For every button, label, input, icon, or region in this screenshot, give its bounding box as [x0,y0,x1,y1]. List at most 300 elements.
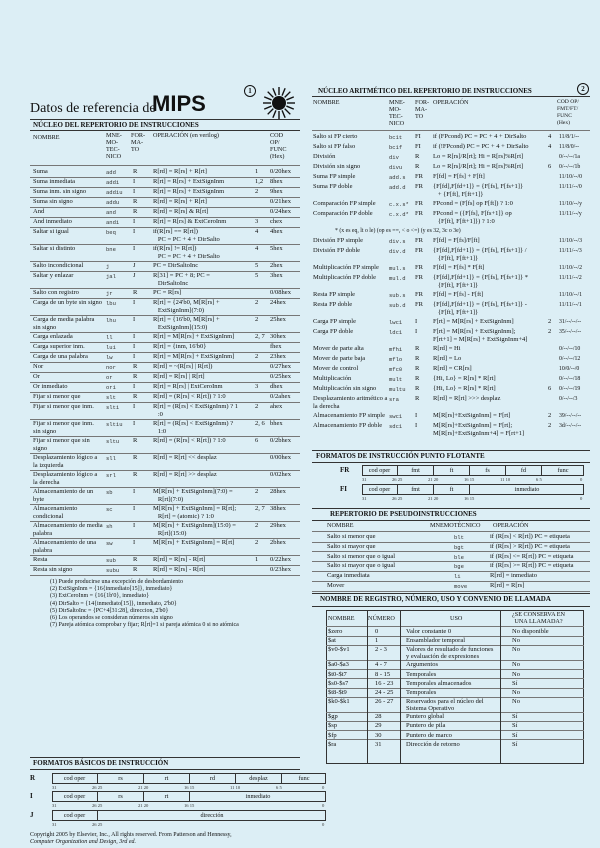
core-row-operation: M[R[rs] + ExtSignInm](15:0) = R[rt](15:0) [153,522,236,537]
pseudo-row-operation: if (R[rs] >= R[rt]) PC = etiqueta [490,562,574,570]
register-use: Ensamblador temporal [406,637,466,645]
core-row-operation: R[rt] = R[rs] + ExtSignInm [153,188,225,195]
core-row-mnemonic: addiu [106,189,123,196]
col-header-mnemonic: MNE- MO- TEC- NICO [389,99,405,127]
arith-row-mnemonic: sub.s [389,292,406,299]
core-row-format: R [133,363,138,370]
arith-row-name: División sin signo [313,163,361,170]
arith-row-operation: F[fd] = F[fs] - F[ft] [433,291,484,298]
format-j-field: dirección [200,812,224,819]
col-header-name: NOMBRE [328,615,355,622]
core-row-opcode: 0/2ahex [270,393,291,400]
core-row-mnemonic: sub [106,557,116,564]
core-row-mnemonic: jal [106,273,116,280]
core-row-mnemonic: add [106,169,116,176]
arith-row-mnemonic: mfhi [389,346,403,353]
core-row-opcode: 8hex [270,178,283,185]
core-row-name: Carga enlazada [33,333,73,340]
arith-row-opcode: 0/--/--/1a [559,154,580,160]
format-fi-bit-index: 21 20 [428,496,439,501]
format-r-bit-index: 11 10 [230,785,241,790]
format-fi-field: ft [434,484,470,495]
core-row-operation: R[rd] = R[rt] >> desplaz [153,471,217,478]
core-row-operation: if(R[rs] != R[rt]) PC = PC + 4 + DirSalto [153,245,220,260]
core-row-mnemonic: sltu [106,438,120,445]
col-header-use: USO [450,615,463,622]
register-preserved: No [512,670,520,678]
arith-row-format: R [415,365,420,372]
core-row-operation: if(R[rs] == R[rt]) PC = PC + 4 + DirSalto [153,228,220,243]
core-row-operation: R[rt] = (R[rs] < ExtSignInm) ? 1 :0 [153,403,238,418]
core-row-mnemonic: sltiu [106,421,123,428]
rule-line [30,575,300,576]
arith-row-note: 4 [548,133,552,140]
format-fr-field: ft [434,465,470,476]
core-row-name: Saltar si igual [33,228,69,235]
core-row-opcode: dhex [270,383,283,390]
arith-row-mnemonic: mul.d [389,275,406,282]
format-fi-field: fmt [398,484,434,495]
arith-row-opcode: 11/10/--/2 [559,265,582,271]
arith-row-name: Multiplicación [313,375,352,382]
core-row-mnemonic: sb [106,489,113,496]
arith-row-mnemonic: div.d [389,248,406,255]
core-row-opcode: 2bhex [270,539,286,546]
register-preserved: No [512,698,520,706]
core-row-note: 1 [255,556,259,563]
arith-row-opcode: 11/11/--/y [559,211,582,217]
arith-row-opcode: 11/10/--/0 [559,174,582,180]
fp-formats-title: FORMATOS DE INSTRUCCIÓN PUNTO FLOTANTE [316,452,485,460]
format-fi-field: cod oper [362,484,398,495]
register-use: Valores de resultado de funciones y evaluación de expresiones [406,646,494,661]
pseudo-row-name: Salto si menor que o igual [327,552,396,560]
core-row-format: I [133,188,136,195]
core-row-name: Suma inm. sin signo [33,188,87,195]
footnote: (5) DirSaltoInc = {PC+4[31:28], direccion, 2'b0} [50,607,169,614]
core-row-mnemonic: and [106,209,116,216]
core-row-note: 2, 7 [255,333,265,340]
format-r-bit-index: 31 [52,785,57,790]
arith-row-opcode: 11/8/0/-- [559,144,580,150]
arith-row-format: FR [415,237,423,244]
col-header-format: FOR- MA- TO [415,99,430,120]
format-i-field: cod oper [52,791,98,802]
register-number: 26 - 27 [375,698,394,706]
rule-line [312,520,590,521]
format-r-field: rt [144,773,190,784]
core-row-mnemonic: sc [106,506,113,513]
arith-row-format: R [415,345,420,352]
core-row-mnemonic: jr [106,290,113,297]
core-row-mnemonic: j [106,263,110,270]
core-row-operation: R[rt] = {16'b0, M[R[rs] + ExtSignInm](15:0) [153,316,220,331]
register-name: $ra [328,740,337,748]
format-r-field: rs [98,773,144,784]
rule-line [500,610,501,764]
register-number: 0 [375,628,379,635]
core-row-mnemonic: andi [106,219,120,226]
core-row-name: Or inmediato [33,383,68,390]
col-header-mnemonic: MNE- MO- TEC- NICO [106,132,122,160]
arith-row-mnemonic: sra [389,396,399,403]
core-row-name: Desplazamiento lógico a la derecha [33,471,98,486]
format-fi-bit-index: 26 25 [392,496,403,501]
rule-line [30,130,300,131]
arith-row-mnemonic: ldc1 [389,329,403,336]
register-use: Puntero de pila [406,722,446,730]
core-row-operation: R[rt] = M[R[rs] + ExtSignInm] [153,333,235,340]
rule-line [312,450,590,451]
core-row-format: R [133,168,138,175]
format-j-bit-index: 31 [52,822,57,827]
format-r-bit-index: 21 20 [138,785,149,790]
core-row-mnemonic: lw [106,354,113,361]
col-header-operation: OPERACIÓN [433,99,469,106]
register-number: 1 [375,637,379,645]
basic-formats-title: FORMATOS BÁSICOS DE INSTRUCCIÓN [33,759,169,767]
footnote: (3) ExtCeroInm = {16{1b'0}, inmediato} [50,593,150,600]
format-r-bit-index: 0 [322,785,325,790]
core-row-name: Salto con registro [33,289,79,296]
core-row-name: Fijar si menor que [33,393,81,400]
pseudo-row-mnemonic: bge [454,563,464,571]
rule-line [312,606,590,607]
core-row-name: Fijar si menor que sin signo [33,437,90,452]
core-row-format: I [133,218,136,225]
core-row-name: And inmediato [33,218,72,225]
format-j-bit-index: 26 25 [92,822,103,827]
core-row-opcode: 9hex [270,188,283,195]
core-row-format: R [133,289,138,296]
core-row-mnemonic: bne [106,246,116,253]
pseudo-row-mnemonic: move [454,583,468,590]
core-row-operation: R[31] = PC + 8; PC = DirSaltoInc [153,272,210,287]
core-row-name: Resta sin signo [33,566,73,573]
arith-row-format: R [415,153,420,160]
core-row-opcode: 0/27hex [270,363,291,370]
core-row-opcode: 3hex [270,272,283,279]
core-row-format: R [133,373,138,380]
core-row-format: I [133,420,136,427]
core-row-operation: PC = DirSaltoInc [153,262,199,269]
core-row-opcode: 0/08hex [270,289,291,296]
core-row-name: Suma sin signo [33,198,73,205]
core-row-format: R [133,437,138,444]
arith-row-note: 6 [548,163,552,170]
core-row-operation: R[rt] = {inm, 16'b0} [153,343,207,350]
format-fr-field: fmt [398,465,434,476]
core-row-opcode: chex [270,218,283,225]
rule-line [30,769,300,770]
arith-row-operation: R[rd] = Hi [433,345,461,352]
register-use: Reservados para el núcleo del Sistema Operativo [406,698,484,713]
arith-row-format: FR [415,200,423,207]
core-row-mnemonic: addi [106,179,120,186]
core-row-mnemonic: lui [106,344,116,351]
register-number: 16 - 23 [375,679,394,687]
pseudo-row-operation: R[rd] = R[rs] [490,582,525,589]
arith-row-operation: F[rt] = M[R[rs] + ExtSignInm] [433,318,514,325]
core-row-note: 2 [255,539,259,546]
core-row-name: Almacenamiento de un byte [33,488,94,503]
arith-row-name: Almacenamiento FP doble [313,422,383,429]
rule-line [326,730,584,731]
core-row-operation: M[R[rs] + ExtSignInm](7:0) = R[rt](7:0) [153,488,233,503]
arith-row-operation: F[fd] = F[fs]/F[ft] [433,237,480,244]
arith-row-operation: R[rd] = Lo [433,355,462,362]
mips-logo-icon [262,86,296,120]
core-row-operation: R[rt] = R[rs] | ExtCeroInm [153,383,223,390]
arith-row-format: FI [415,133,421,140]
register-name: $gp [328,713,338,721]
core-row-mnemonic: lhu [106,317,116,324]
core-row-opcode: 0/2bhex [270,437,291,444]
arith-row-format: I [415,318,418,325]
core-row-note: 1,2 [255,178,264,185]
core-row-note: 2 [255,316,259,323]
core-row-format: R [133,208,138,215]
arith-row-name: Multiplicación sin signo [313,385,377,392]
register-number: 28 [375,713,382,721]
arith-row-mnemonic: add.s [389,174,406,181]
page-title: Datos de referencia de [30,101,156,116]
col-header-name: NOMBRE [313,99,340,106]
rule-line [30,119,300,120]
arith-row-opcode: 11/10/--/y [559,201,582,207]
arith-row-opcode: 35/--/--/-- [559,329,582,335]
register-preserved: Sí [512,713,518,721]
core-row-format: R [133,393,138,400]
arith-row-mnemonic: multu [389,386,406,393]
core-row-note: 2 [255,522,259,529]
col-header-format: FOR- MA- TO [131,132,146,153]
rule-line [30,165,300,166]
core-row-name: Carga de un byte sin signo [33,299,103,306]
col-header-preserved: ¿SE CONSERVA EN UNA LLAMADA? [512,611,566,625]
core-section-title: NÚCLEO DEL REPERTORIO DE INSTRUCCIONES [33,121,199,129]
core-row-format: R [133,556,138,563]
register-number: 31 [375,740,382,748]
register-name: $t0-$t7 [328,670,347,678]
pseudo-row-operation: if (R[rs] <= R[rt]) PC = etiqueta [490,552,574,560]
core-row-operation: R[rt] = R[rs] & ExtCeroInm [153,218,227,225]
rule-line [326,660,584,661]
format-fi-bit-index: 16 15 [464,496,475,501]
col-header-number: NÚMERO [368,615,395,622]
arith-row-name: Comparación FP simple [313,200,376,207]
arith-row-opcode: 11/10/--/3 [559,238,582,244]
arith-row-operation: Lo = R[rs]/R[rt]; Hi = R[rs]%R[rt] [433,153,524,160]
core-row-note: 3 [255,218,259,225]
register-preserved: No [512,646,520,654]
core-row-name: And [33,208,45,215]
arith-row-format: FR [415,210,423,217]
footnote: (4) DirSalto = {14{inmediato[15]}, inmediato, 2'b0} [50,600,177,607]
register-name: $fp [328,731,337,739]
col-header-name: NOMBRE [327,522,354,529]
core-row-note: 2 [255,188,259,195]
rule-line [312,130,590,131]
core-row-format: I [133,403,136,410]
core-row-name: Salto incondicional [33,262,84,269]
rule-line [312,531,590,532]
core-row-operation: R[rd] = (R[rs] < R[rt]) ? 1:0 [153,393,226,400]
rule-line [312,581,590,582]
arith-row-operation: if (!FPcond) PC = PC + 4 + DirSalto [433,143,529,150]
core-row-opcode: 29hex [270,522,286,529]
register-number: 30 [375,731,382,739]
core-row-opcode: 4hex [270,228,283,235]
core-row-note: 2 [255,353,259,360]
register-use: Temporales [406,689,437,696]
core-row-opcode: 30hex [270,333,286,340]
core-row-operation: R[rt] = R[rs] + ExtSignInm [153,178,225,185]
arith-row-opcode: 11/11/--/3 [559,248,582,254]
col-header-name: NOMBRE [33,134,60,141]
register-preserved: Sí [512,740,518,748]
rule-line [326,626,584,627]
format-r-bit-index: 16 15 [184,785,195,790]
core-row-operation: M[R[rs] + ExtSignInm] = R[rt] [153,539,235,546]
arith-row-name: División [313,153,336,160]
pseudo-row-operation: if (R[rs] > R[rt]) PC = etiqueta [490,542,570,550]
format-r-field: func [298,775,310,782]
core-row-format: I [133,299,136,306]
arith-row-operation: {F[fd],F[fd+1]} = {F[fs], F[fs+1]} / {F[ft], F[ft+1]} [433,247,527,262]
register-preserved: No disponible [512,628,549,635]
arith-row-name: Mover de parte alta [313,345,364,352]
arith-row-format: R [415,355,420,362]
core-row-note: 2 [255,403,259,410]
arith-row-format: FR [415,291,423,298]
pseudo-section-title: REPERTORIO DE PSEUDOINSTRUCCIONES [330,510,477,518]
pseudo-row-mnemonic: li [454,573,461,581]
core-row-opcode: 0/21hex [270,198,291,205]
core-row-operation: PC = R[rs] [153,289,182,296]
footnote: (7) Pareja atómica comprobar y fijar; R[rt]=1 si pareja atómica 0 si no atómica [50,622,239,629]
core-row-mnemonic: lbu [106,300,116,307]
format-fr-label: FR [340,466,350,474]
core-row-mnemonic: slt [106,394,116,401]
core-row-operation: R[rt] = {24'b0, M[R[rs] + ExtSignInm](7:0) [153,299,220,314]
arith-row-format: R [415,163,420,170]
arith-row-name: Salto si FP falso [313,143,356,150]
pseudo-row-name: Salto si menor que [327,533,376,540]
core-row-opcode: 2hex [270,262,283,269]
arith-row-note: 6 [548,385,552,392]
core-row-note: 2, 6 [255,420,265,427]
format-fi-field: inmediato [514,486,540,493]
arith-row-name: Almacenamiento FP simple [313,412,385,419]
arith-row-note: 2 [548,318,552,325]
core-row-operation: R[rt] = M[R[rs] + ExtSignInm] [153,353,235,360]
pseudo-row-mnemonic: blt [454,534,464,541]
arith-row-operation: M[R[rs]+ExtSignInm] = F[rt]; M[R[rs]+ExtSignInm+4] = F[rt+1] [433,422,525,437]
page-number-badge: 1 [244,85,256,97]
format-i-bit-index: 16 15 [184,803,195,808]
arith-row-opcode: 0/--/--/19 [559,386,581,392]
core-row-mnemonic: beq [106,229,116,236]
core-row-note: 5 [255,262,259,269]
core-row-opcode: 0/20hex [270,168,291,175]
arith-row-operation: {F[fd],F[fd+1]} = {F[fs], F[fs+1]} * {F[ft], F[ft+1]} [433,274,528,289]
arith-row-mnemonic: div [389,154,399,161]
register-preserved: Sí [512,731,518,739]
register-number: 4 - 7 [375,661,387,669]
core-row-format: I [133,228,136,235]
pseudo-row-name: Carga inmediata [327,572,370,580]
register-preserved: Sí [512,679,518,687]
arith-row-note: 2 [548,412,552,419]
arith-row-format: I [415,412,418,419]
core-row-opcode: 0/02hex [270,471,291,478]
arith-row-name: Multiplicación FP simple [313,264,379,271]
core-row-operation: R[rd] = R[rs] + R[rt] [153,168,207,175]
core-row-note: 1 [255,168,259,175]
format-j-field: cod oper [52,810,98,821]
core-row-mnemonic: slti [106,404,120,411]
arith-row-operation: R[rd] = R[rt] >>> desplaz [433,395,501,402]
rule-line [367,610,368,764]
col-header-opcode: COD OP/ FUNC (Hex) [270,132,287,160]
pseudo-row-name: Salto si mayor que [327,542,376,550]
core-row-name: Saltar si distinto [33,245,76,252]
arith-row-mnemonic: mult [389,376,403,383]
core-row-note: 6 [255,437,259,444]
register-name: $t8-$t9 [328,689,347,696]
register-name: $s0-$s7 [328,679,349,687]
arith-row-mnemonic: swc1 [389,413,403,420]
format-i-bit-index: 0 [322,803,325,808]
arith-row-operation: FPcond = (F[fs] op F[ft]) ? 1:0 [433,200,513,207]
register-name: $a0-$a3 [328,661,349,669]
page-number-badge: 2 [577,83,589,95]
core-row-opcode: 0/25hex [270,373,291,380]
arith-row-opcode: 3d/--/--/-- [559,423,582,429]
core-row-operation: R[rd] = ~(R[rs] | R[rt]) [153,363,213,370]
core-row-format: R [133,198,138,205]
arith-row-format: FR [415,264,423,271]
core-row-format: I [133,343,136,350]
footnote: (1) Puede producirse una excepción de desbordamiento [50,579,183,585]
core-row-opcode: 23hex [270,353,286,360]
core-row-name: Desplazamiento lógico a la izquierda [33,454,98,469]
pseudo-row-operation: R[rd] = inmediato [490,572,537,580]
core-row-operation: M[R[rs] + ExtSignInm] = R[rt]; R[rt] = (atomic) ? 1:0 [153,505,237,520]
core-row-mnemonic: addu [106,199,120,206]
core-row-operation: R[rd] = (R[rs] < R[rt]) ? 1:0 [153,437,226,444]
core-row-name: Almacenamiento condicional [33,505,78,520]
core-row-note: 3 [255,383,259,390]
format-fr-bit-index: 16 15 [464,477,475,482]
rule-line [312,593,590,594]
rule-line [326,688,584,689]
arith-row-operation: F[rt] = M[R[rs] + ExtSignInm]; F[rt+1] = M[R[rs] + ExtSignInm+4] [433,328,528,343]
rule-line [312,96,590,97]
arith-row-name: Mover de parte baja [313,355,366,362]
pseudo-row-name: Salto si mayor que o igual [327,562,396,570]
rule-line [326,669,584,670]
pseudo-row-mnemonic: bgt [454,543,464,551]
rule-line [312,591,590,592]
core-row-opcode: ahex [270,403,283,410]
rule-line [326,721,584,722]
arith-row-operation: F[fd] = F[fs] * F[ft] [433,264,485,271]
arith-row-name: Multiplicación FP doble [313,274,376,281]
format-j-bit-index: 0 [322,822,325,827]
arith-row-mnemonic: c.x.d* [389,211,409,218]
